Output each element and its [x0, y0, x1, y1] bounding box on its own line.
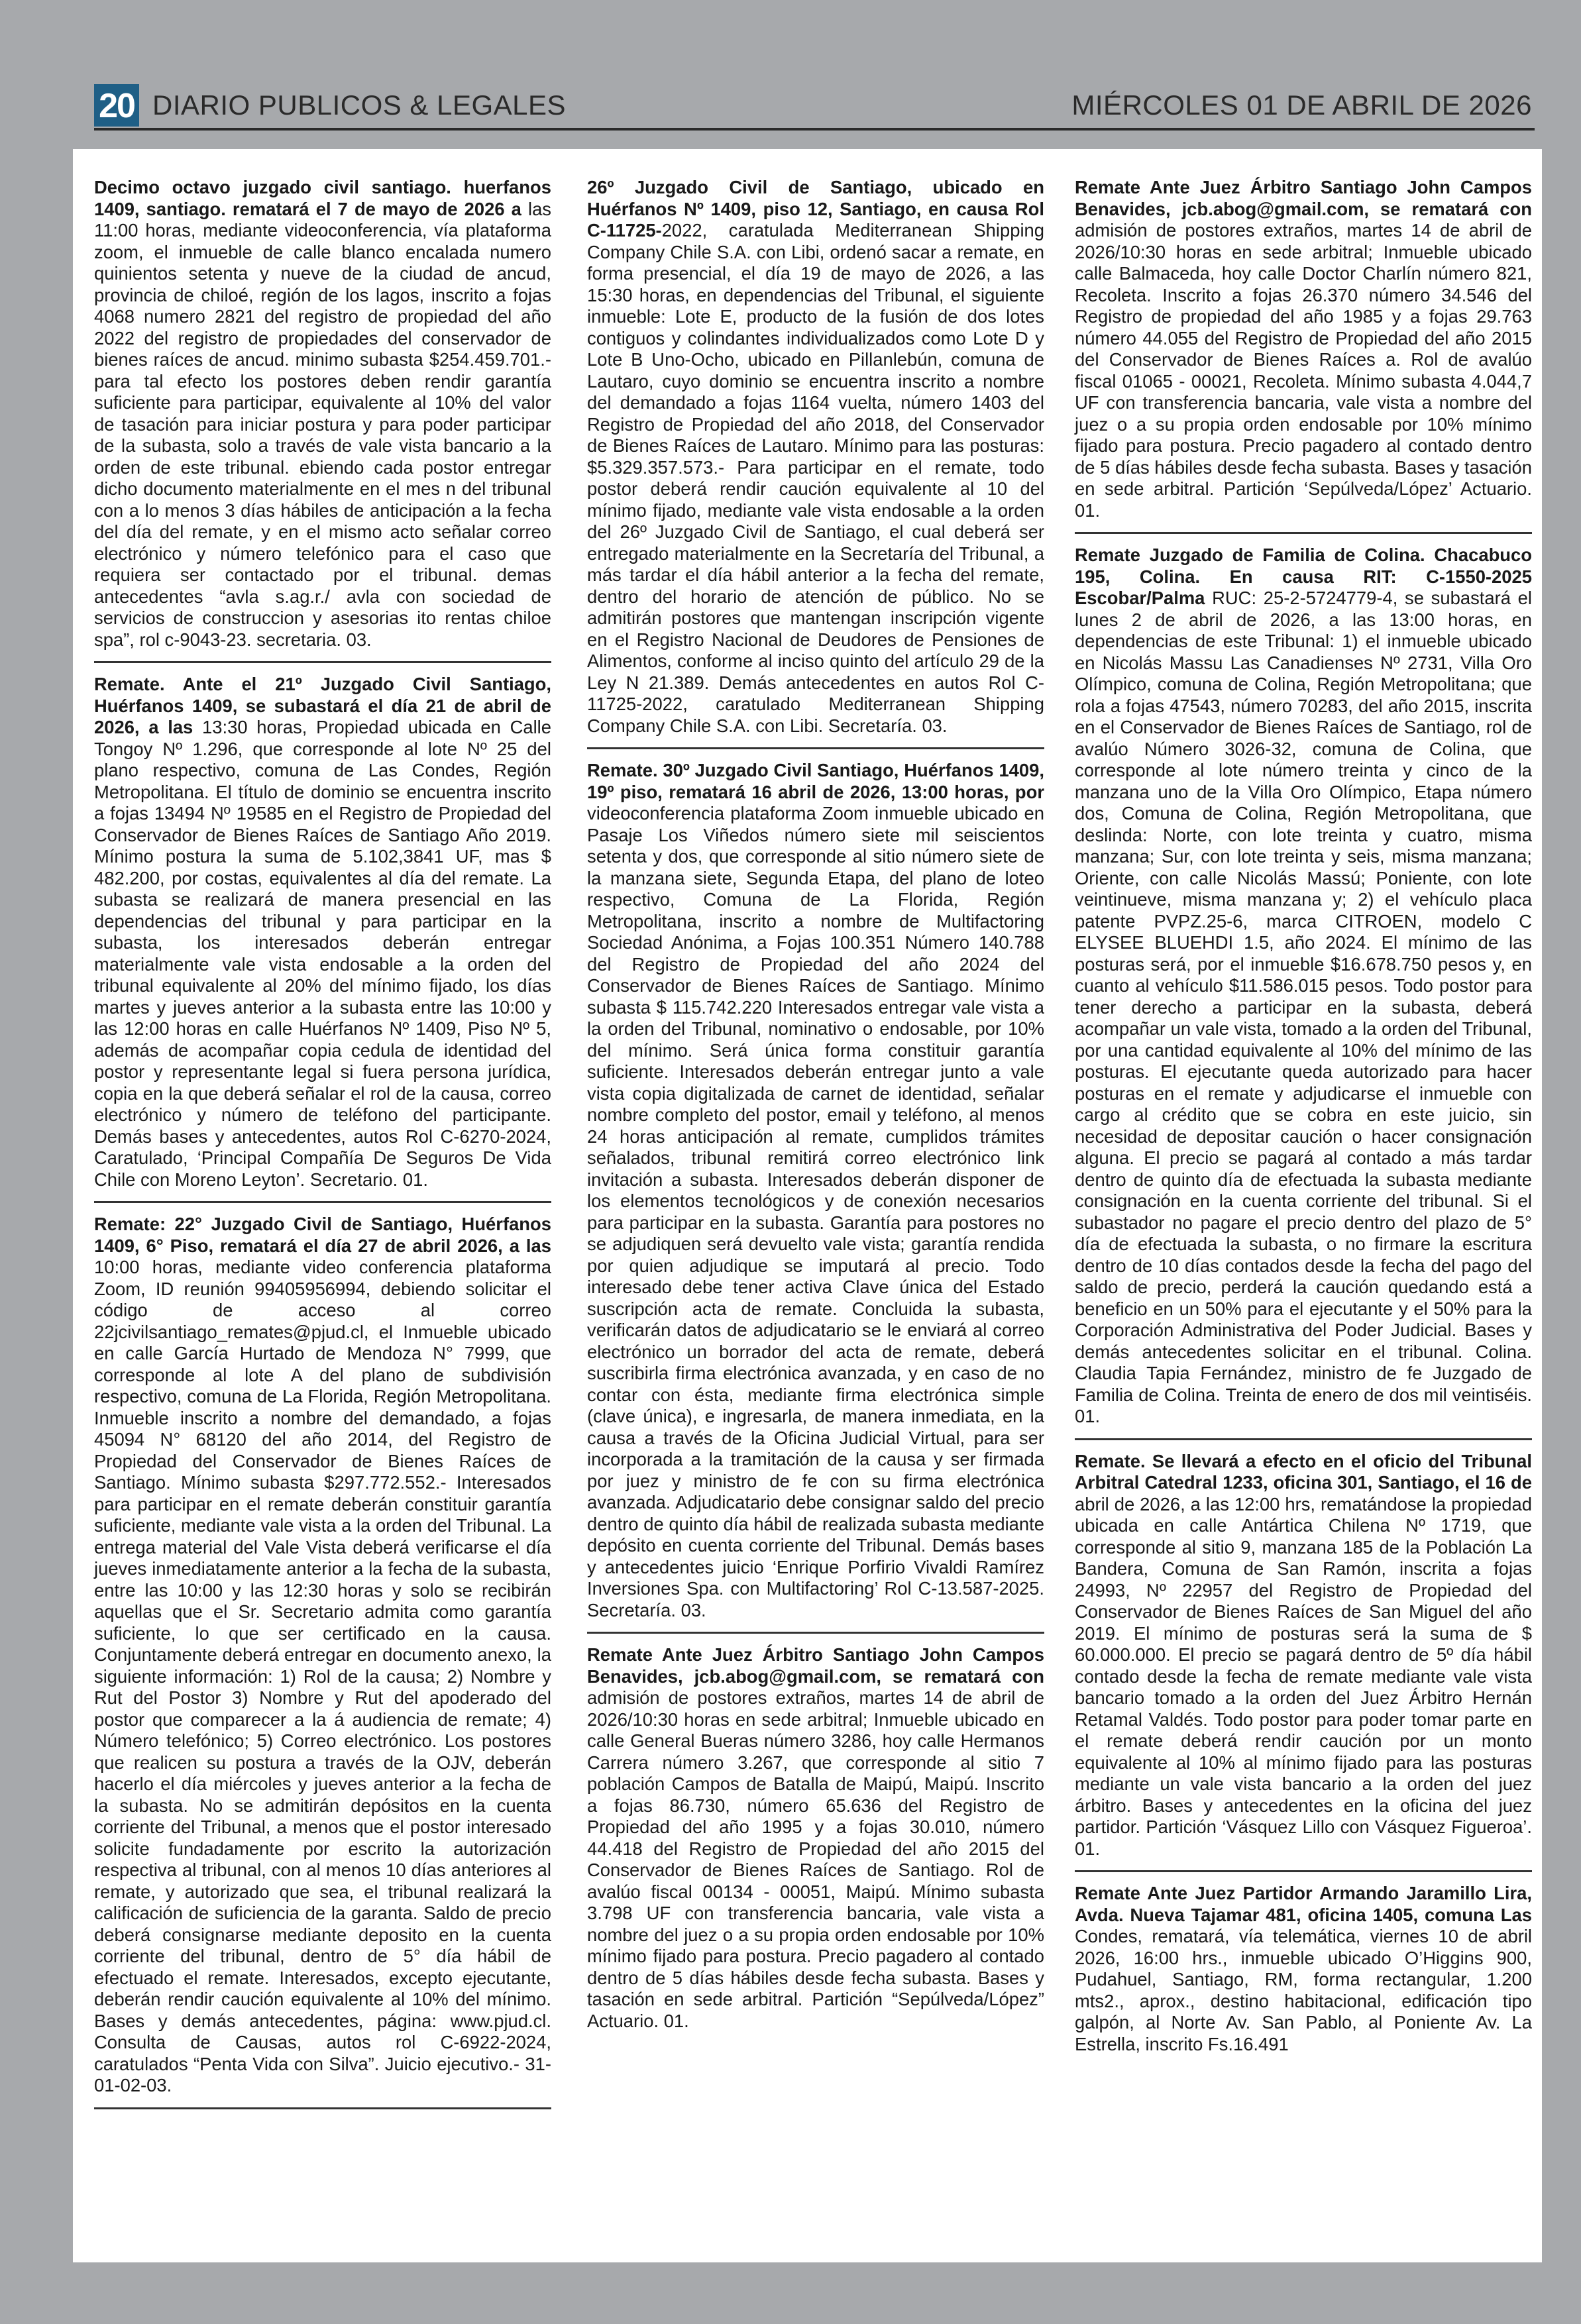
- column-3: [1075, 177, 1532, 2055]
- page-number: 20: [94, 84, 139, 127]
- notice-body: admisión de postores extraños, martes 14 de abril de 2026/10:30 horas en sede arbitral; Inmueble ubicado en calle General Bueras número 3286, hoy calle Hermanos Carrera número 3.267, que corresponde al sitio 7 población Campos de Batalla de Maipú, Maipú. Inscrito a fojas 86.730, número 65.636 del Registro de Propiedad del año 1995 y a fojas 30.010, número 44.418 del Registro de Propiedad del año 2015 del Conservador de Bienes Raíces de Santiago. Rol de avalúo fiscal 00134 - 00051, Maipú. Mínimo subasta 3.798 UF con transferencia bancaria, vale vista a nombre del juez o a su propia orden endosable por 10% mínimo fijado para postura. Precio pagadero al contado dentro de 5 días hábiles desde fecha subasta. Bases y tasación en sede arbitral. Partición “Sepúlveda/López” Actuario. 01.: [587, 1687, 1044, 2031]
- notice-heading: Remate Ante Juez Árbitro Santiago John Campos Benavides, jcb.abog@gmail.com, se rematará con: [1075, 177, 1532, 219]
- legal-notice: [1075, 1883, 1532, 2055]
- column-1: [94, 177, 551, 2120]
- notice-heading: 26º Juzgado Civil de Santiago, ubicado en Huérfanos Nº 1409, piso 12, Santiago, en causa Rol C-11725-: [587, 177, 1044, 240]
- notice-body: videoconferencia plataforma Zoom inmueble ubicado en Pasaje Los Viñedos número siete mil seiscientos setenta y dos, que corresponde al sitio número siete de la manzana siete, Segunda Etapa, del plano de loteo respectivo, Comuna de La Florida, Región Metropolitana, inscrito a nombre de Multifactoring Sociedad Anónima, a Fojas 100.351 Número 140.788 del Registro de Propiedad del año 2024 del Conservador de Bienes Raíces de Santiago. Mínimo subasta $ 115.742.220 Interesados entregar vale vista a la orden del Tribunal, nominativo o endosable, por 10% del mínimo. Será única forma constituir garantía suficiente. Interesados deberán entregar junto a vale vista copia digitalizada de carnet de identidad, señalar nombre completo del postor, email y teléfono, al menos 24 horas anticipación al remate, cumplidos trámites señalados, tribunal remitirá correo electrónico link invitación a subasta. Interesados deberán disponer de los elementos tecnológicos y de conexión necesarios para participar en la subasta. Garantía para postores no se adjudiquen será devuelto vale vista; garantía rendida por quien adjudique se imputará al precio. Todo interesado debe tener activa Clave única del Estado suscripción acta de remate. Concluida la subasta, verificarán datos de adjudicatario se le enviará al correo electrónico un borrador del acta de remate, deberá suscribirla firma electrónica avanzada, y en caso de no contar con ésta, mediante firma electrónica simple (clave única), e ingresarla, de manera inmediata, en la causa a través de la Oficina Judicial Virtual, para ser incorporada a la tramitación de la causa y ser firmada por juez y ministro de fe con su firma electrónica avanzada. Adjudicatario debe consignar saldo del precio dentro de quinto día hábil de realizada subasta mediante depósito en cuenta corriente del Tribunal. Demás bases y antecedentes juicio ‘Enrique Porfirio Vivaldi Ramírez Inversiones Spa. con Multifactoring’ Rol C-13.587-2025. Secretaría. 03.: [587, 803, 1044, 1620]
- column-2: [587, 177, 1044, 2032]
- notice-heading: Remate Ante Juez Árbitro Santiago John Campos Benavides, jcb.abog@gmail.com, se rematará con: [587, 1644, 1044, 1687]
- notice-body: admisión de postores extraños, martes 14 de abril de 2026/10:30 horas en sede arbitral; Inmueble ubicado calle Balmaceda, hoy calle Doctor Charlín número 821, Recoleta. Inscrito a fojas 26.370 número 34.546 del Registro de propiedad del año 1985 y a fojas 29.763 número 44.055 del Registro de Propiedad del año 2015 del Conservador de Bienes Raíces a. Rol de avalúo fiscal 01065 - 00021, Recoleta. Mínimo subasta 4.044,7 UF con transferencia bancaria, vale vista a nombre del juez o a su propia orden endosable por 10% mínimo fijado para postura. Precio pagadero al contado dentro de 5 días hábiles desde fecha subasta. Bases y tasación en sede arbitral. Partición ‘Sepúlveda/López’ Actuario. 01.: [1075, 220, 1532, 521]
- notice-body: 10:00 horas, mediante video conferencia plataforma Zoom, ID reunión 99405956994, debiendo solicitar el código de acceso al correo 22jcivilsantiago_remates@pjud.cl, el Inmueble ubicado en calle García Hurtado de Mendoza N° 7999, que corresponde al lote A del plano de subdivisión respectivo, comuna de La Florida, Región Metropolitana. Inmueble inscrito a nombre del demandado, a fojas 45094 N° 68120 del año 2014, del Registro de Propiedad del Conservador de Bienes Raíces de Santiago. Mínimo subasta $297.772.552.- Interesados para participar en el remate deberán constituir garantía suficiente, mediante vale vista a la orden del Tribunal. La entrega material del Vale Vista deberá verificarse el día jueves inmediatamente anterior a la fecha de la subasta, entre las 10:00 y las 12:30 horas y solo se recibirán aquellas que el Sr. Secretario admita como garantía suficiente, lo que ser certificado en la causa. Conjuntamente deberá entregar en documento anexo, la siguiente información: 1) Rol de la causa; 2) Nombre y Rut del Postor 3) Nombre y Rut del apoderado del postor que comparecer a la á audiencia de remate; 4) Número telefónico; 5) Correo electrónico. Los postores que realicen su postura a través de la OJV, deberán hacerlo el día miércoles y jueves anterior a la fecha de la subasta. No se admitirán depósitos en la cuenta corriente del Tribunal, a menos que el postor interesado solicite fundadamente por escrito la autorización respectiva al tribunal, con al menos 10 días anteriores al remate, y autorizado que sea, el tribunal realizará la calificación de suficiencia de la garanta. Saldo de precio deberá consignarse mediante deposito en la cuenta corriente del tribunal, dentro de 5° día hábil de efectuado el remate. Interesados, excepto ejecutante, deberán rendir caución equivalente al 10% del mínimo. Bases y demás antecedentes, página: www.pjud.cl. Consulta de Causas, autos rol C-6922-2024, caratulados “Penta Vida con Silva”. Juicio ejecutivo.- 31-01-02-03.: [94, 1257, 551, 2095]
- notice-heading: Remate. Se llevará a efecto en el oficio del Tribunal Arbitral Catedral 1233, oficina 301, Santiago, el 16 de: [1075, 1450, 1532, 1493]
- notice-heading: Remate: 22° Juzgado Civil de Santiago, Huérfanos 1409, 6° Piso, rematará el día 27 de abril 2026, a las: [94, 1214, 551, 1256]
- legal-notice: [1075, 1451, 1532, 1860]
- notice-body: 13:30 horas, Propiedad ubicada en Calle Tongoy Nº 1.296, que corresponde al lote Nº 25 del plano respectivo, comuna de Las Condes, Región Metropolitana. El título de dominio se encuentra inscrito a fojas 13494 Nº 19585 en el Registro de Propiedad del Conservador de Bienes Raíces de Santiago Año 2019. Mínimo postura la suma de 5.102,3841 UF, mas $ 482.200, por costas, equivalentes al día del remate. La subasta se realizará de manera presencial en las dependencias del tribunal y para participar en la subasta, los interesados deberán entregar materialmente vale vista endosable a la orden del tribunal equivalente al 20% del mínimo fijado, los días martes y jueves anterior a la subasta entre las 10:00 y las 12:00 horas en calle Huérfanos Nº 1409, Piso Nº 5, además de acompañar copia cedula de identidad del postor y representante legal si fuera persona jurídica, copia en la que deberá señalar el rol de la causa, correo electrónico y número de teléfono del participante. Demás bases y antecedentes, autos Rol C-6270-2024, Caratulado, ‘Principal Compañía De Seguros De Vida Chile con Moreno Leyton’. Secretario. 01.: [94, 717, 551, 1190]
- notice-heading: Remate Juzgado de Familia de Colina. Chacabuco 195, Colina. En causa RIT: C-1550-2025 Escobar/Palma: [1075, 545, 1532, 608]
- notice-divider: [587, 1632, 1044, 1634]
- notice-divider: [94, 2107, 551, 2109]
- notice-body: las 11:00 horas, mediante videoconferencia, vía plataforma zoom, el inmueble de calle blanco encalada numero quinientos setenta y nueve de la ciudad de ancud, provincia de chiloé, región de los lagos, inscrito a fojas 4068 numero 2821 del registro de propiedad del año 2022 del registro de propiedades del conservador de bienes raíces de ancud. minimo subasta $254.459.701.- para tal efecto los postores deben rendir garantía suficiente para participar, equivalente al 10% del valor de tasación para iniciar postura y para poder participar de la subasta, solo a través de vale vista bancario a la orden de este tribunal. ebiendo cada postor entregar dicho documento materialmente en el mes n del tribunal con a lo menos 3 días hábiles de anticipación a la fecha del día del remate, y en el mismo acto señalar correo electrónico y número telefónico para el caso que requiera ser contactado por el tribunal. demas antecedentes “avla s.ag.r./ avla con sociedad de servicios de construccion y asesorias ito rentas chiloe spa”, rol c-9043-23. secretaria. 03.: [94, 198, 551, 650]
- notice-body: abril de 2026, a las 12:00 hrs, rematándose la propiedad ubicada en calle Antártica Chilena Nº 1719, que corresponde al sitio 9, manzana 185 de la Población La Bandera, Comuna de San Ramón, inscrita a fojas 24993, Nº 22957 del Registro de Propiedad del Conservador de Bienes Raíces de San Miguel del año 2019. El mínimo de posturas será la suma de $ 60.000.000. El precio se pagará dentro de 5º día hábil contado desde la fecha de remate mediante vale vista bancario tomado a la orden del Juez Árbitro Hernán Retamal Valdés. Todo postor para poder tomar parte en el remate deberá rendir caución por un monto equivalente al 10% al mínimo fijado para las posturas mediante un vale vista bancario a la orden del juez árbitro. Bases y antecedentes en la oficina del juez partidor. Partición ‘Vásquez Lillo con Vásquez Figueroa’. 01.: [1075, 1493, 1532, 1859]
- notice-body: Condes, rematará, vía telemática, viernes 10 de abril 2026, 16:00 hrs., inmueble ubicado O’Higgins 900, Pudahuel, Santiago, RM, forma rectangular, 1.200 mts2., aprox., destino habitacional, edificación tipo galpón, al Norte Av. San Pablo, al Poniente Av. La Estrella, inscrito Fs.16.491: [1075, 1926, 1532, 2054]
- notice-divider: [1075, 1438, 1532, 1440]
- notice-divider: [94, 661, 551, 663]
- notice-body: 2022, caratulada Mediterranean Shipping Company Chile S.A. con Libi, ordenó sacar a remate, en forma presencial, el día 19 de mayo de 2026, a las 15:30 horas, en dependencias del Tribunal, el siguiente inmueble: Lote E, producto de la fusión de dos lotes contiguos y colindantes individualizados como Lote D y Lote B Uno-Ocho, ubicado en Pillanlebún, comuna de Lautaro, cuyo dominio se encuentra inscrito a nombre del demandado a fojas 1164 vuelta, número 1403 del Registro de Propiedad del año 2018, del Conservador de Bienes Raíces de Lautaro. Mínimo para las posturas: $5.329.357.573.- Para participar en el remate, todo postor deberá rendir caución equivalente al 10 del mínimo fijado, mediante vale vista endosable a la orden del 26º Juzgado Civil de Santiago, el cual deberá ser entregado materialmente en la Secretaría del Tribunal, a más tardar el día hábil anterior a la fecha del remate, dentro del horario de atención de público. No se admitirán postores que mantengan inscripción vigente en el Registro Nacional de Deudores de Pensiones de Alimentos, conforme al inciso quinto del artículo 29 de la Ley N 21.389. Demás antecedentes en autos Rol C-11725-2022, caratulado Mediterranean Shipping Company Chile S.A. con Libi. Secretaría. 03.: [587, 220, 1044, 736]
- legal-notice: [587, 1644, 1044, 2032]
- notice-divider: [94, 1201, 551, 1203]
- publication-title: DIARIO PUBLICOS & LEGALES: [152, 89, 567, 121]
- notice-heading: Remate. 30º Juzgado Civil Santiago, Huérfanos 1409, 19º piso, rematará 16 abril de 2026, 13:00 horas, por: [587, 760, 1044, 802]
- legal-notice: [1075, 177, 1532, 521]
- notice-divider: [587, 747, 1044, 749]
- notice-heading: Decimo octavo juzgado civil santiago. huerfanos 1409, santiago. rematará el 7 de mayo de 2026 a: [94, 177, 551, 219]
- notice-heading: Remate. Ante el 21º Juzgado Civil Santiago, Huérfanos 1409, se subastará el día 21 de abril de 2026, a las: [94, 674, 551, 737]
- legal-notice: [94, 177, 551, 651]
- newspaper-page: [73, 149, 1542, 2262]
- legal-notice: [1075, 545, 1532, 1428]
- notice-divider: [1075, 532, 1532, 534]
- notice-divider: [1075, 1870, 1532, 1872]
- legal-notice: [587, 760, 1044, 1621]
- page-header: [94, 83, 1535, 131]
- notice-body: RUC: 25-2-5724779-4, se subastará el lunes 2 de abril de 2026, a las 13:00 horas, en dependencias de este Tribunal: 1) el inmueble ubicado en Nicolás Massu Las Canadienses Nº 2731, Villa Oro Olímpico, comuna de Colina, Región Metropolitana; que rola a fojas 47543, número 70283, del año 2015, inscrita en el Conservador de Bienes Raíces de Santiago, rol de avalúo Número 3026-32, comuna de Colina, que corresponde al lote número treinta y cinco de la manzana uno de la Villa Oro Olímpico, Etapa número dos, Comuna de Colina, Región Metropolitana, que deslinda: Norte, con lote treinta y cuatro, misma manzana; Sur, con lote treinta y seis, misma manzana; Oriente, con calle Nicolás Massú; Poniente, con lote veintinueve, misma manzana y; 2) el vehículo placa patente PVPZ.25-6, marca CITROEN, modelo C ELYSEE BLUEHDI 1.5, año 2024. El mínimo de las posturas será, por el inmueble $16.678.750 pesos y, en cuanto al vehículo $11.586.015 pesos. Todo postor para tener derecho a participar en la subasta, deberá acompañar un vale vista, tomado a la orden del Tribunal, por una cantidad equivalente al 10% del mínimo de las posturas. El ejecutante queda autorizado para hacer posturas en el remate y adjudicarse el inmueble con cargo al crédito que se cobra en este juicio, sin necesidad de depositar caución o hacer consignación alguna. El precio se pagará al contado a más tardar dentro de quinto día de efectuada la subasta mediante consignación en la cuenta corriente del tribunal. Si el subastador no pagare el precio dentro del plazo de 5° día de efectuada la subasta, o no firmare la escritura dentro de 10 días contados desde la fecha del pago del saldo de precio, perderá la caución quedando está a beneficio en un 50% para el ejecutante y el 50% para la Corporación Administrativa del Poder Judicial. Bases y demás antecedentes solicitar en el tribunal. Colina. Claudia Tapia Fernández, ministro de fe Juzgado de Familia de Colina. Treinta de enero de dos mil veintiséis. 01.: [1075, 588, 1532, 1426]
- notice-heading: Remate Ante Juez Partidor Armando Jaramillo Lira, Avda. Nueva Tajamar 481, oficina 1405, comuna Las: [1075, 1883, 1532, 1925]
- legal-notice: [587, 177, 1044, 737]
- issue-date: MIÉRCOLES 01 DE ABRIL DE 2026: [1071, 89, 1532, 121]
- legal-notice: [94, 1214, 551, 2097]
- legal-notice: [94, 674, 551, 1190]
